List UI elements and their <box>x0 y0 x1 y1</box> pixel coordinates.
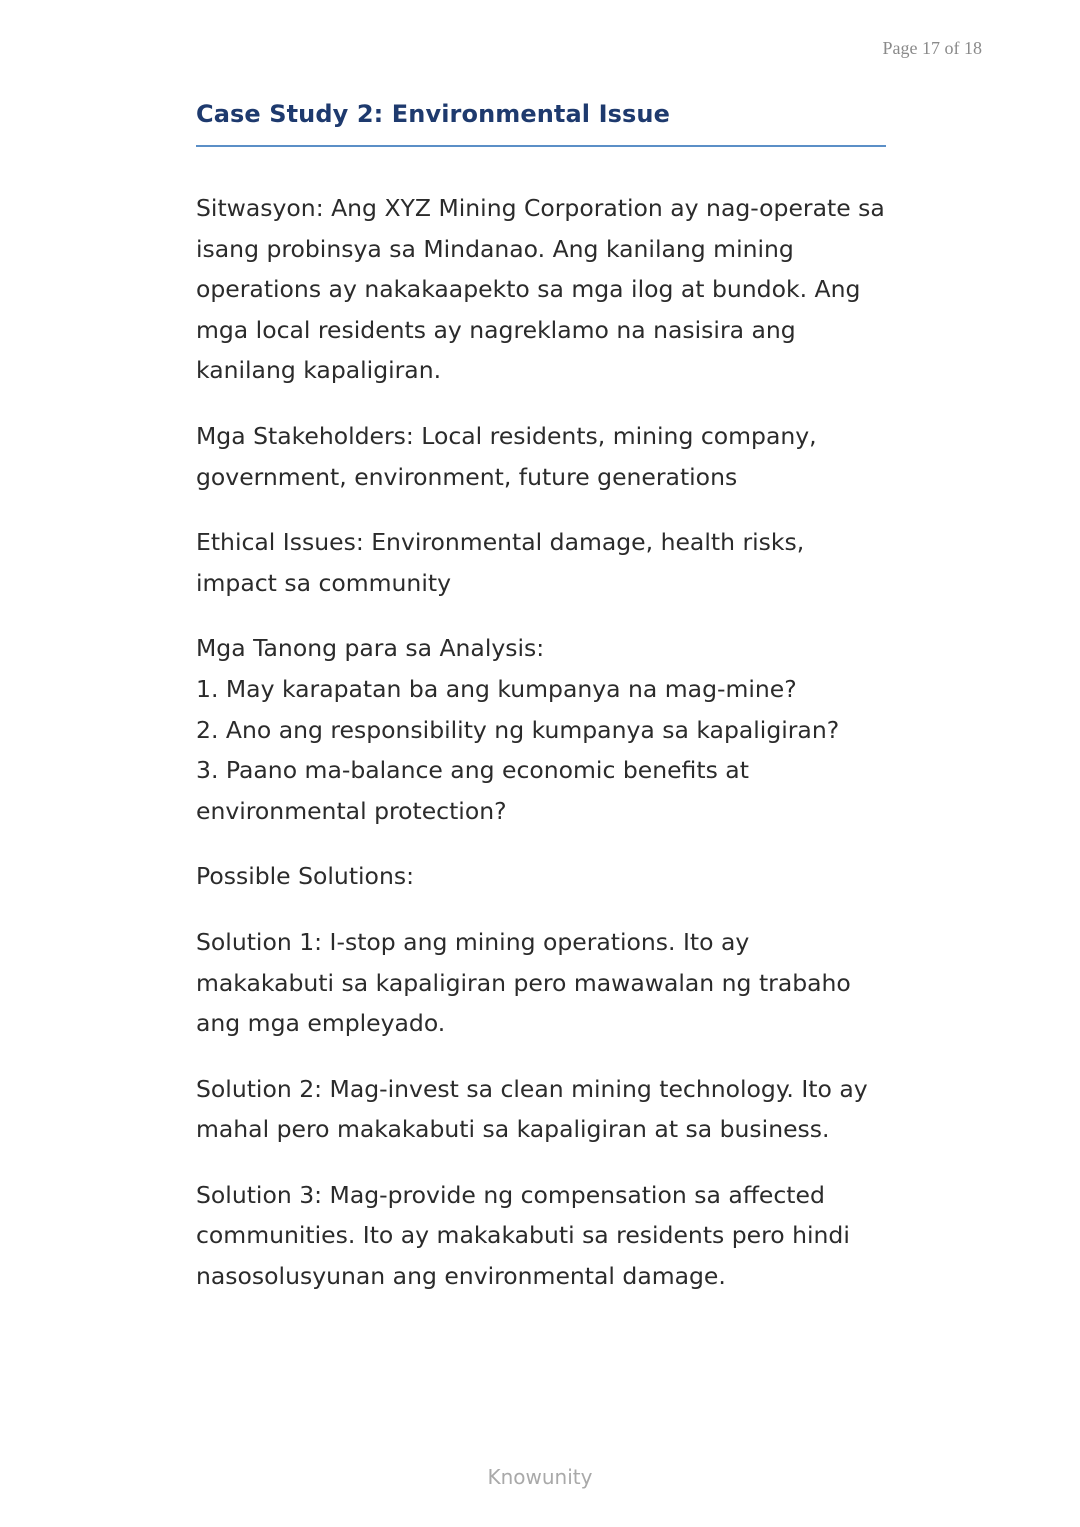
analysis-questions <box>196 628 886 831</box>
page-number: Page 17 of 18 <box>882 38 982 58</box>
solution-item: Solution 3: Mag-provide ng compensation sa affected communities. Ito ay makakabuti sa residents pero hindi nasosolusyunan ang environmental damage. <box>196 1180 850 1291</box>
solutions-title: Possible Solutions: <box>196 862 414 891</box>
case-study-heading: Case Study 2: Environmental Issue <box>196 100 886 147</box>
solution-item: Solution 1: I-stop ang mining operations. Ito ay makakabuti sa kapaligiran pero mawawalan ng trabaho ang mga empleyado. <box>196 927 851 1038</box>
solution-item: Solution 2: Mag-invest sa clean mining technology. Ito ay mahal pero makakabuti sa kapaligiran at sa business. <box>196 1074 868 1144</box>
stakeholders-paragraph: Mga Stakeholders: Local residents, mining company, government, environment, future generations <box>196 421 817 491</box>
question-item: 3. Paano ma-balance ang economic benefits at environmental protection? <box>196 756 749 825</box>
situation-paragraph: Sitwasyon: Ang XYZ Mining Corporation ay nag-operate sa isang probinsya sa Mindanao. Ang kanilang mining operations ay nakakaapekto sa mga ilog at bundok. Ang mga local residents ay nagreklamo na nasisira ang kanilang kapaligiran. <box>196 194 885 385</box>
document-content <box>196 100 886 1297</box>
footer-brand: Knowunity <box>487 1465 593 1489</box>
question-item: 2. Ano ang responsibility ng kumpanya sa kapaligiran? <box>196 715 840 744</box>
question-item: 1. May karapatan ba ang kumpanya na mag-mine? <box>196 674 797 703</box>
ethical-issues-paragraph: Ethical Issues: Environmental damage, health risks, impact sa community <box>196 528 805 597</box>
questions-title: Mga Tanong para sa Analysis: <box>196 634 545 663</box>
